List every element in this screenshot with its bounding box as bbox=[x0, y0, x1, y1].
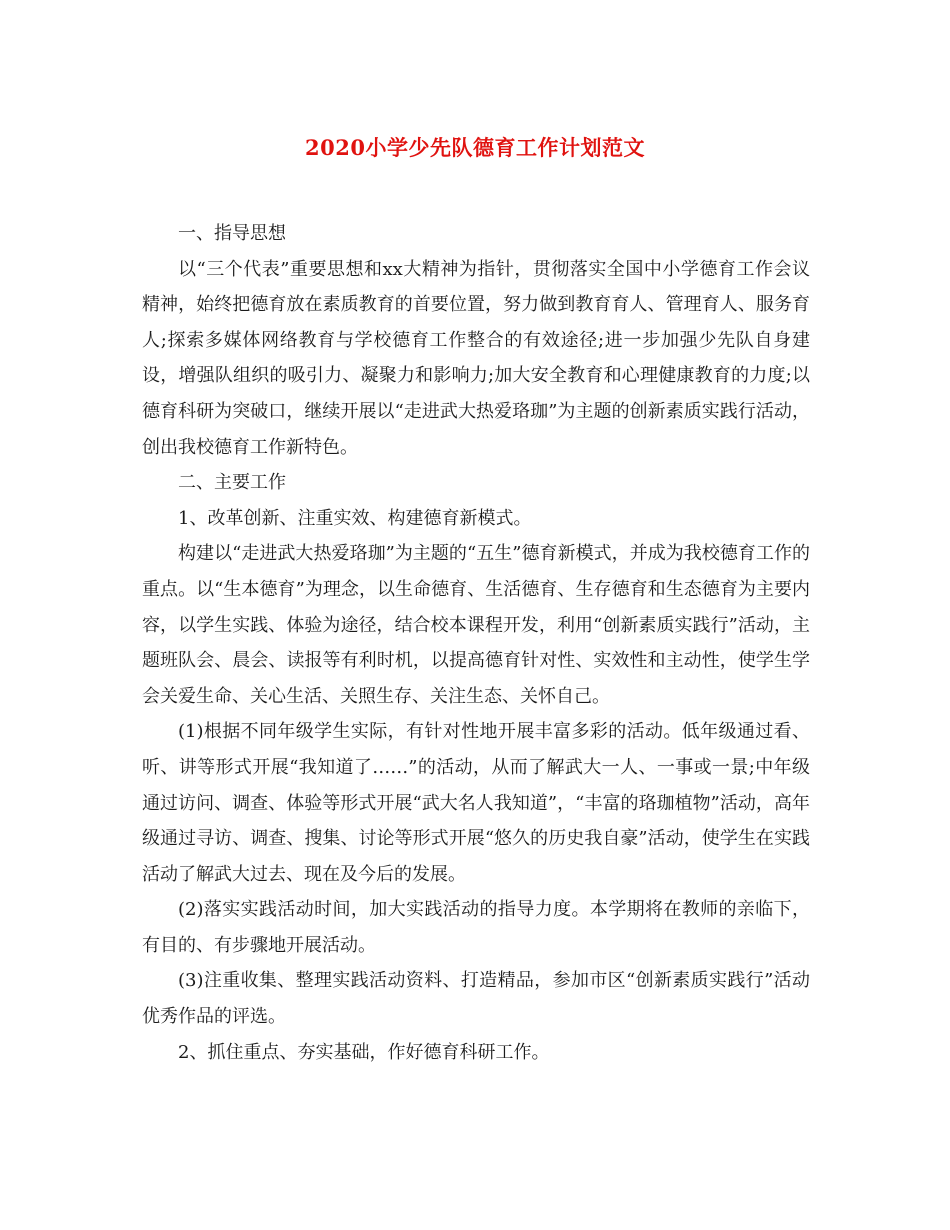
paragraph-item-2: (2)落实实践活动时间，加大实践活动的指导力度。本学期将在教师的亲临下，有目的、有步骤地开展活动。 bbox=[142, 899, 810, 956]
document-title: 2020小学少先队德育工作计划范文 bbox=[305, 135, 645, 160]
document-body bbox=[142, 216, 810, 1070]
paragraph-five-sheng-model: 构建以“走进武大热爱珞珈”为主题的“五生”德育新模式，并成为我校德育工作的重点。以“生本德育”为理念，以生命德育、生活德育、生存德育和生态德育为主要内容，以学生实践、体验为途径，结合校本课程开发，利用“创新素质实践行”活动，主题班队会、晨会、读报等有利时机，以提高德育针对性、实效性和主动性，使学生学会关爱生命、关心生活、关照生存、关注生态、关怀自己。 bbox=[142, 543, 810, 707]
paragraph-item-3: (3)注重收集、整理实践活动资料、打造精品，参加市区“创新素质实践行”活动优秀作品的评选。 bbox=[142, 970, 810, 1028]
subheading-research: 2、抓住重点、夯实基础，作好德育科研工作。 bbox=[178, 1041, 550, 1063]
subheading-reform: 1、改革创新、注重实效、构建德育新模式。 bbox=[178, 507, 532, 529]
heading-main-work: 二、主要工作 bbox=[178, 472, 286, 494]
paragraph-guiding-ideology: 以“三个代表”重要思想和xx大精神为指针，贯彻落实全国中小学德育工作会议精神，始终把德育放在素质教育的首要位置，努力做到教育育人、管理育人、服务育人;探索多媒体网络教育与学校德育工作整合的有效途径;进一步加强少先队自身建设，增强队组织的吸引力、凝聚力和影响力;加大安全教育和心理健康教育的力度;以德育科研为突破口，继续开展以“走进武大热爱珞珈”为主题的创新素质实践行活动，创出我校德育工作新特色。 bbox=[142, 258, 810, 458]
heading-guiding-ideology: 一、指导思想 bbox=[178, 223, 286, 244]
paragraph-item-1: (1)根据不同年级学生实际，有针对性地开展丰富多彩的活动。低年级通过看、听、讲等形式开展“我知道了……”的活动，从而了解武大一人、一事或一景;中年级通过访问、调查、体验等形式开展“武大名人我知道”，“丰富的珞珈植物”活动，高年级通过寻访、调查、搜集、讨论等形式开展“悠久的历史我自豪”活动，使学生在实践活动了解武大过去、现在及今后的发展。 bbox=[142, 721, 810, 885]
